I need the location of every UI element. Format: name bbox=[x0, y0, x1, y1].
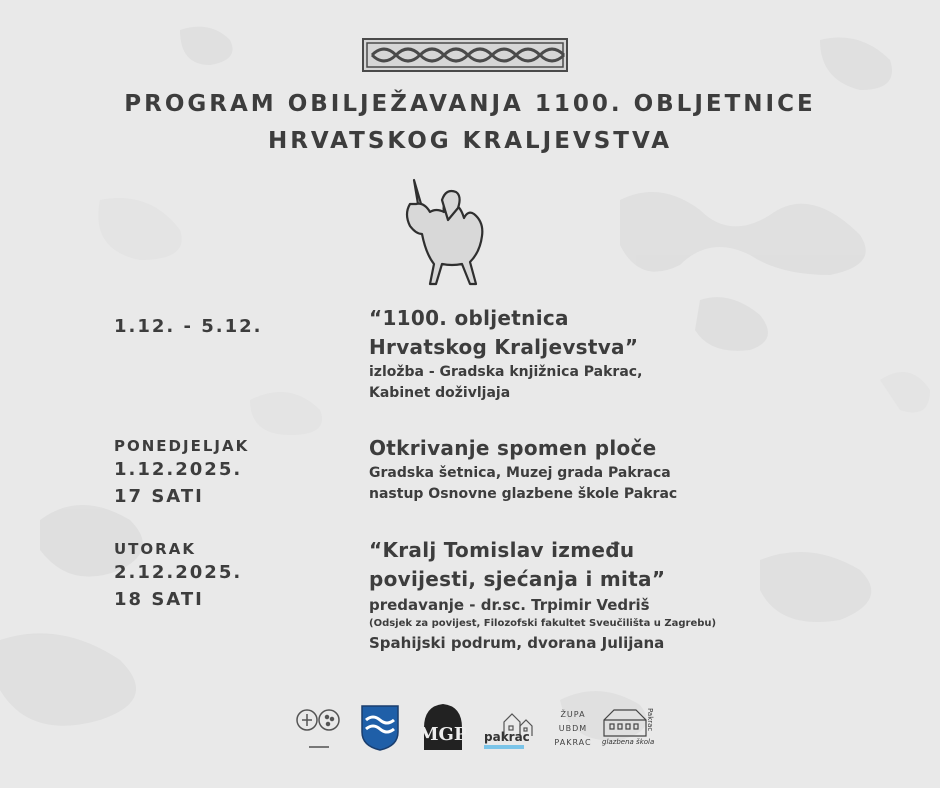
pakrac-coat-of-arms-icon bbox=[360, 704, 400, 752]
event-3-time: 18 SATI bbox=[114, 589, 204, 610]
music-school-logo bbox=[602, 706, 658, 752]
pakrac-logo-text: pakrac bbox=[484, 730, 530, 744]
event-2-date bbox=[114, 436, 249, 510]
event-2-day: PONEDJELJAK bbox=[114, 437, 250, 455]
page-title-line-2: HRVATSKOG KRALJEVSTVA bbox=[267, 128, 673, 154]
page-title-line-1: PROGRAM OBILJEŽAVANJA 1100. OBLJETNICE bbox=[124, 91, 816, 117]
mgp-label: MGP bbox=[420, 724, 466, 745]
event-3-day: UTORAK bbox=[114, 540, 196, 558]
sponsor-logos bbox=[0, 700, 940, 760]
zupa-ubdm-logo bbox=[548, 708, 598, 750]
pakrac-tourism-logo bbox=[484, 708, 542, 752]
event-2-detail-2: nastup Osnovne glazbene škole Pakrac bbox=[369, 486, 678, 502]
event-1-date-range: 1.12. - 5.12. bbox=[114, 316, 263, 337]
museum-dome-icon bbox=[420, 702, 466, 752]
event-2-date-value: 1.12.2025. bbox=[114, 459, 243, 480]
cross-seal-logo bbox=[293, 704, 345, 752]
event-3-detail-2: Spahijski podrum, dvorana Julijana bbox=[369, 634, 665, 652]
event-2-time: 17 SATI bbox=[114, 486, 204, 507]
music-school-side-label: Pakrac bbox=[646, 708, 654, 732]
zupa-line-1: ŽUPA bbox=[560, 710, 586, 719]
mgp-museum-logo bbox=[420, 702, 466, 752]
event-1-detail-2: Kabinet doživljaja bbox=[369, 385, 511, 401]
event-3-date bbox=[114, 539, 242, 613]
event-1-detail-1: izložba - Gradska knjižnica Pakrac, bbox=[369, 364, 643, 380]
event-3-detail-1: predavanje - dr.sc. Trpimir Vedriš bbox=[369, 596, 650, 614]
event-1-date bbox=[114, 313, 263, 340]
school-building-icon bbox=[602, 706, 648, 738]
pakrac-logo-underline bbox=[484, 745, 524, 749]
horse-rider-illustration bbox=[400, 178, 496, 288]
event-3-headline-2: povijesti, sjećanja i mita” bbox=[369, 567, 666, 591]
event-2-headline-1: Otkrivanje spomen ploče bbox=[369, 436, 657, 460]
music-school-label: glazbena škola bbox=[602, 738, 655, 746]
zupa-line-3: PAKRAC bbox=[554, 738, 592, 747]
event-3-details bbox=[369, 536, 716, 654]
celtic-knot-ornament bbox=[362, 38, 568, 72]
event-3-headline-1: “Kralj Tomislav između bbox=[369, 538, 635, 562]
event-1-headline-1: “1100. obljetnica bbox=[369, 306, 569, 330]
event-2-details bbox=[369, 434, 677, 505]
event-3-date-value: 2.12.2025. bbox=[114, 562, 243, 583]
event-3-detail-small: (Odsjek za povijest, Filozofski fakultet Sveučilišta u Zagrebu) bbox=[369, 618, 717, 629]
zupa-line-2: UBDM bbox=[558, 724, 588, 733]
event-1-headline-2: Hrvatskog Kraljevstva” bbox=[369, 335, 639, 359]
event-1-details bbox=[369, 304, 642, 404]
event-2-detail-1: Gradska šetnica, Muzej grada Pakraca bbox=[369, 465, 671, 481]
